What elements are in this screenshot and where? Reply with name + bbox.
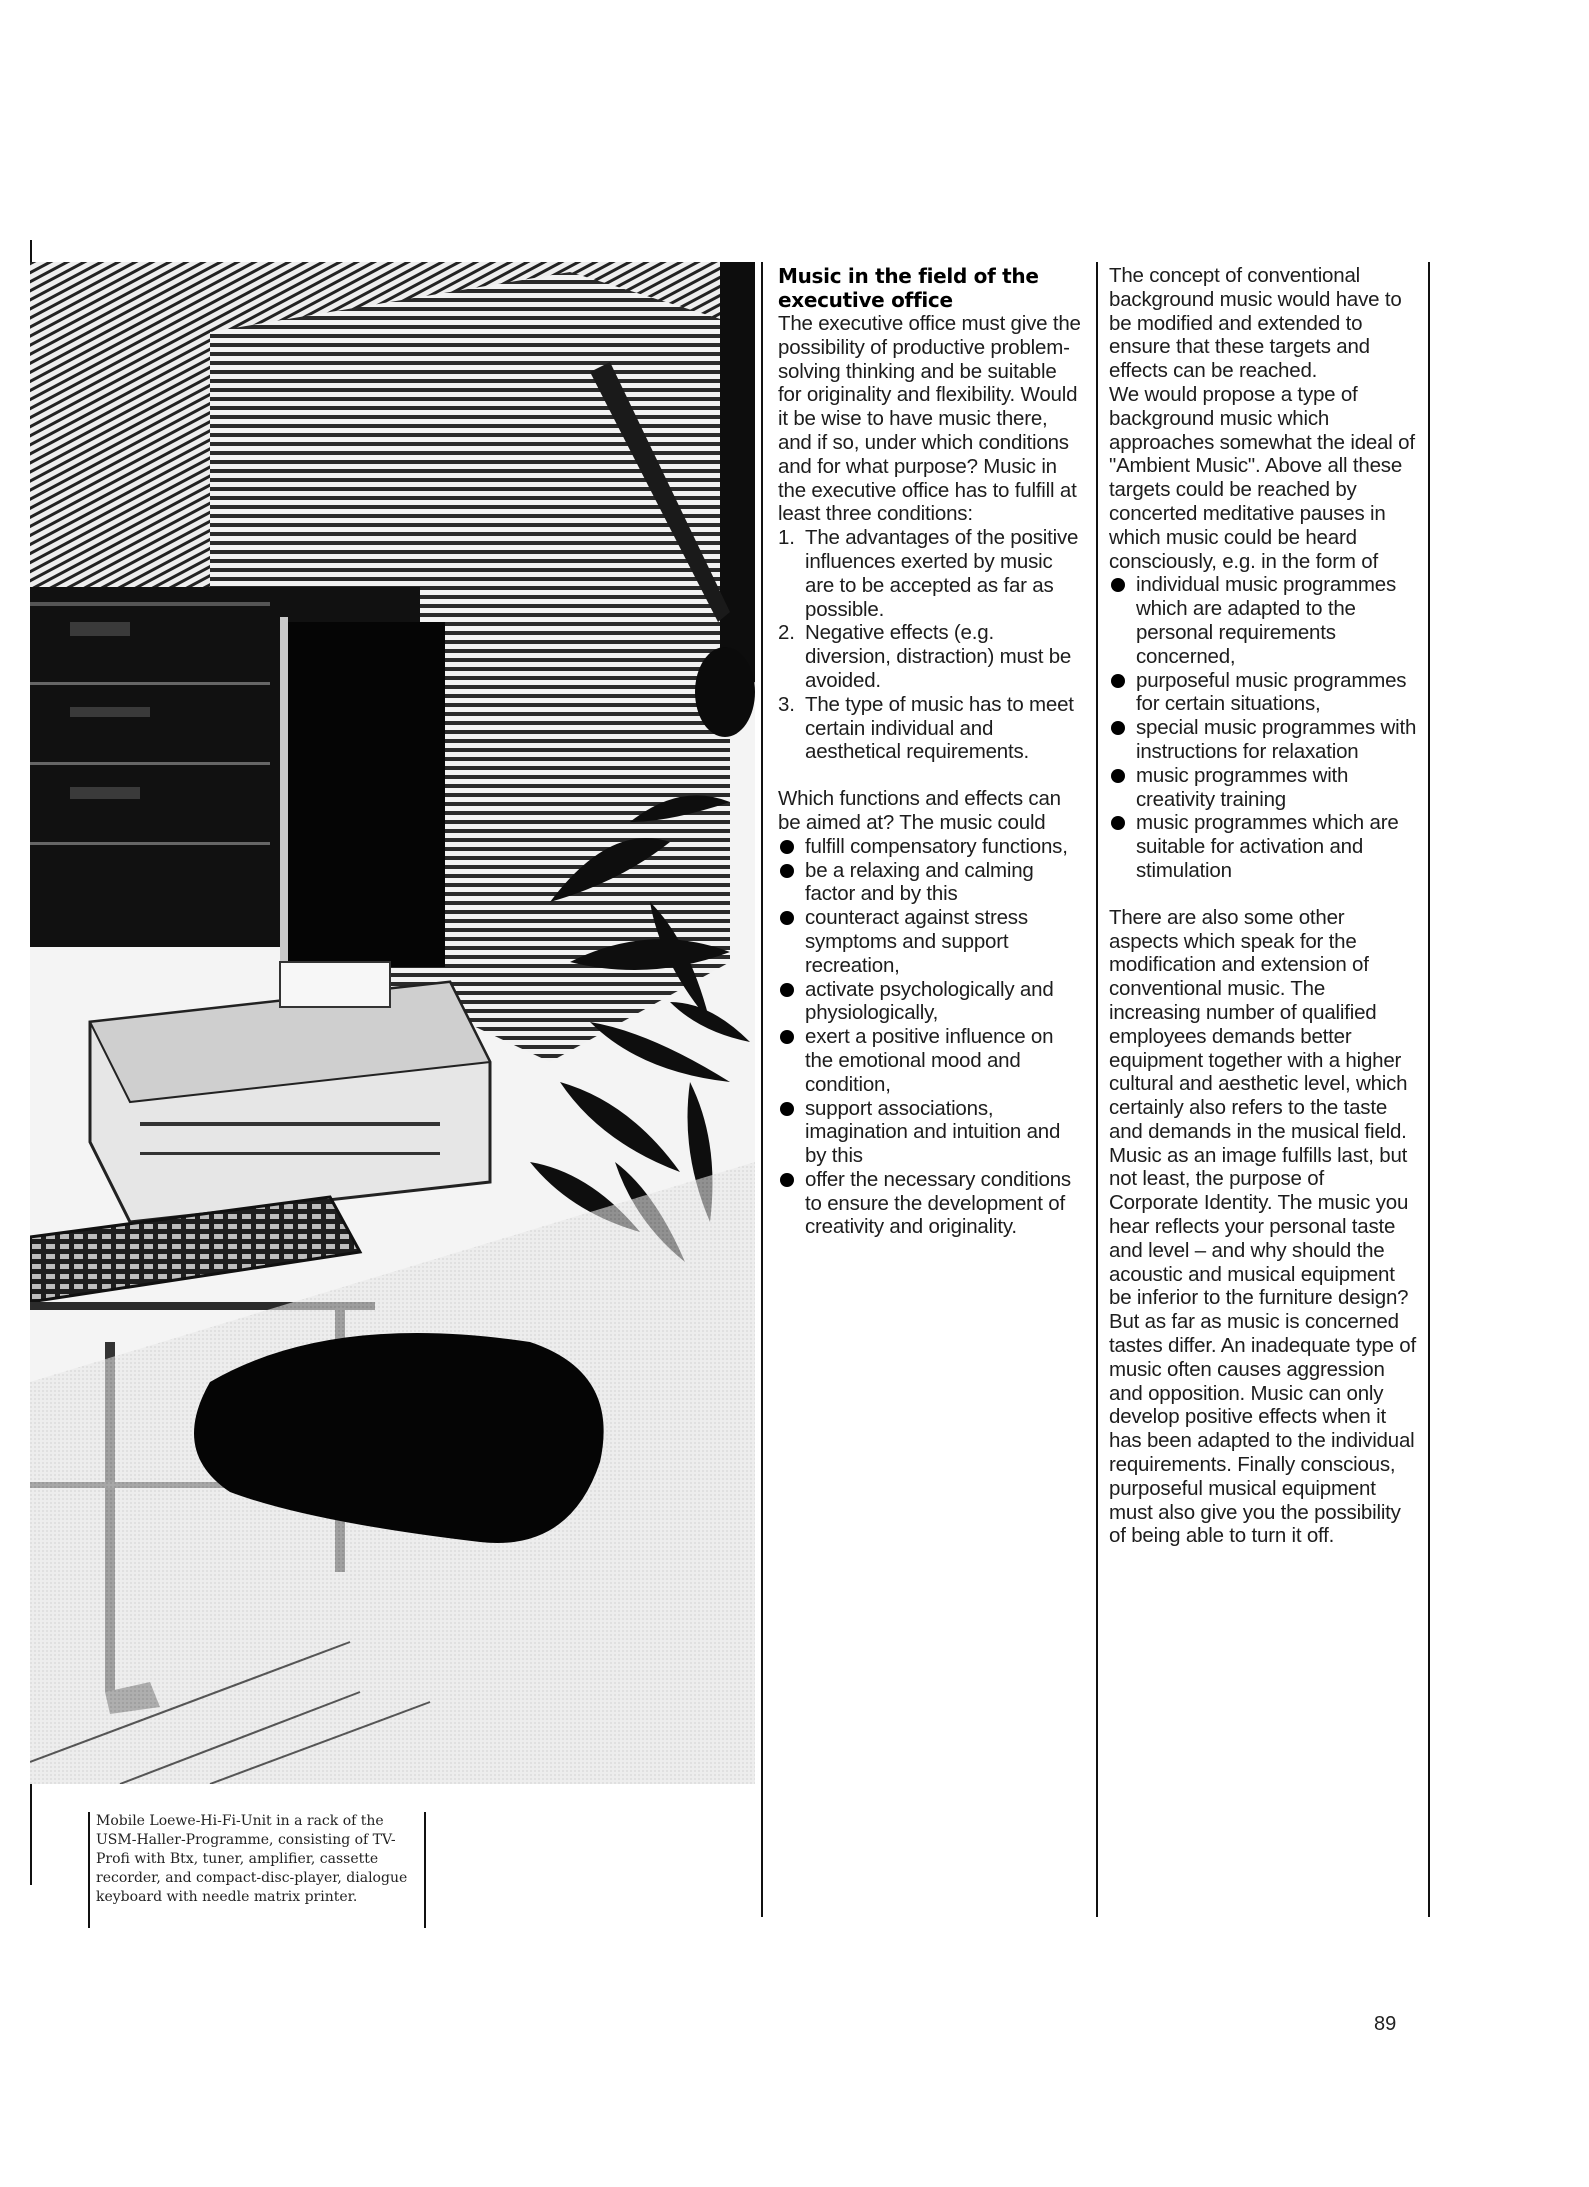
column-divider-1 [761,262,763,1917]
column-divider-2 [1096,262,1098,1917]
bullet-icon [780,864,794,878]
conditions-list [778,526,1083,764]
function-item: exert a positive influence on the emotional mood and condition, [778,1025,1083,1096]
paragraph: There are also some other aspects which speak for the modification and extension of conventional music. The increasing number of qualified employees demands better equipment together with a higher cultural and aesthetic level, which certainly also refers to the taste and demands in the musical field. Music as an image fulfills last, but not least, the purpose of Corporate Identity. The music you hear reflects your personal taste and level – and why should the acoustic and musical equipment be inferior to the furniture design? But as far as music is concerned tastes differ. An inadequate type of music often causes aggression and opposition. Music can only develop positive effects when it has been adapted to the individual requirements. Finally conscious, purposeful musical equipment must also give you the possibility of being able to turn it off. [1109,905,1416,1548]
programme-item: purposeful music programmes for certain situations, [1109,669,1417,717]
bullet-icon [780,983,794,997]
bullet-icon [1111,769,1125,783]
programme-item: individual music programmes which are adapted to the personal requirements concerned, [1109,573,1417,668]
page-number: 89 [1374,2013,1397,2035]
function-item: offer the necessary conditions to ensure the development of creativity and originality. [778,1168,1083,1239]
function-item: fulfill compensatory functions, [778,835,1083,859]
section-heading: Music in the field of the executive office [778,264,1039,312]
bullet-icon [780,911,794,925]
function-item: support associations, imagination and intuition and by this [778,1097,1083,1168]
paragraph: We would propose a type of background music which approaches somewhat the ideal of "Ambient Music". Above all these targets could be reached by concerted meditative pauses in which music could be heard consciously, e.g. in the form of [1109,382,1415,573]
photo-caption: Mobile Loewe-Hi-Fi-Unit in a rack of the USM-Haller-Programme, consisting of TV-Profi with Btx, tuner, amplifier, cassette recorder, and compact-disc-player, dialogue keyboard with needle matrix printer. [96,1813,408,1905]
column-2 [1109,264,1417,1548]
condition-item: 2. Negative effects (e.g. diversion, distraction) must be avoided. [778,621,1072,692]
condition-item: 3. The type of music has to meet certain individual and aesthetical requirements. [778,692,1074,764]
functions-question: Which functions and effects can be aimed at? The music could [778,787,1061,834]
programme-item: music programmes which are suitable for activation and stimulation [1109,811,1417,882]
caption-left-rule [88,1812,90,1928]
condition-item: 1. The advantages of the positive influences exerted by music are to be accepted as far as possible. [778,526,1079,621]
function-item: be a relaxing and calming factor and by this [778,859,1083,907]
programme-item: special music programmes with instructions for relaxation [1109,716,1417,764]
programme-item: music programmes with creativity training [1109,764,1417,812]
bullet-icon [1111,674,1125,688]
column-1 [778,264,1083,1239]
intro-paragraph: The executive office must give the possibility of productive problem-solving thinking and be suitable for originality and flexibility. Would it be wise to have music there, and if so, under which conditions and for what purpose? Music in the executive office has to fulfill at least three conditions: [778,312,1081,526]
bullet-icon [780,1030,794,1044]
office-photo [30,262,755,1784]
paragraph: The concept of conventional background music would have to be modified and extended to ensure that these targets and effects can be reached. [1109,264,1402,383]
function-item: activate psychologically and physiologically, [778,978,1083,1026]
function-item: counteract against stress symptoms and support recreation, [778,906,1083,977]
bullet-icon [1111,816,1125,830]
caption-right-rule [424,1812,426,1928]
programmes-list [1109,573,1417,882]
bullet-icon [1111,721,1125,735]
functions-list [778,835,1083,1240]
bullet-icon [1111,578,1125,592]
column-divider-3 [1428,262,1430,1917]
bullet-icon [780,1173,794,1187]
bullet-icon [780,840,794,854]
bullet-icon [780,1102,794,1116]
